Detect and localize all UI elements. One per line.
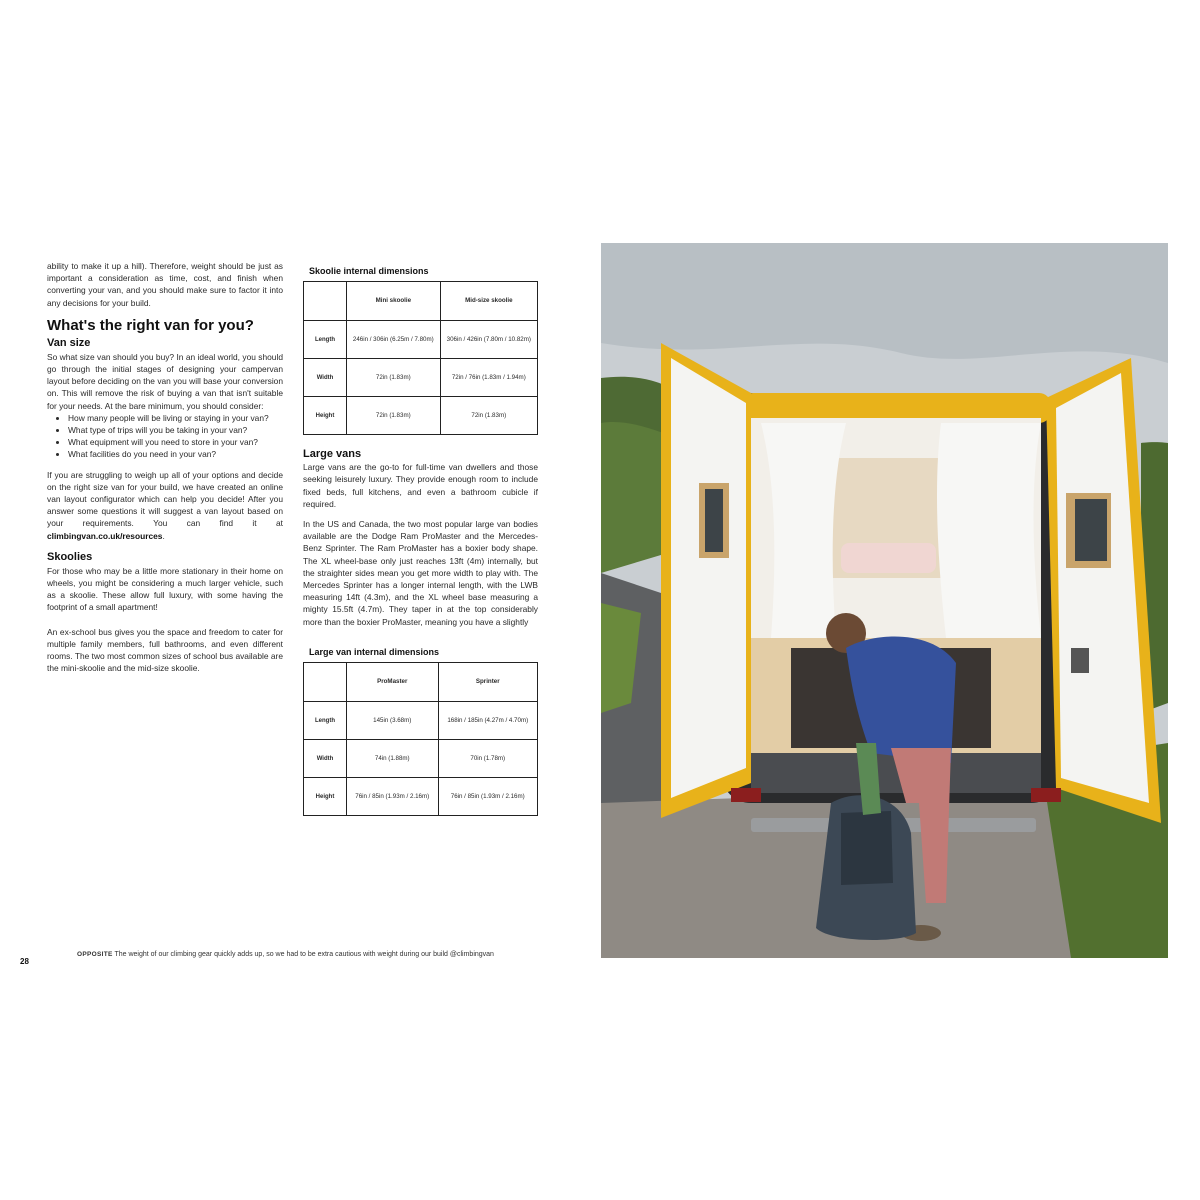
table-row <box>304 321 538 359</box>
van-size-paragraph: So what size van should you buy? In an ideal world, you should go through the initial stages of designing your campervan layout before deciding on the van you will base your conversion on. This will remove the risk of buying a van that isn't suitable for your needs. At the bare minimum, you should consider: <box>47 351 283 411</box>
table-row-header: Height <box>304 778 347 816</box>
large-vans-paragraph-1: Large vans are the go-to for full-time van dwellers and those seeking leisurely luxury. They provide enough room to include fixed beds, full kitchens, and even a bathroom cubicle if required. <box>303 462 538 509</box>
table-cell: 306in / 426in (7.80m / 10.82m) <box>440 321 537 359</box>
van-illustration <box>601 243 1168 958</box>
table-row-header: Height <box>304 397 347 435</box>
caption-label: OPPOSITE <box>77 951 113 958</box>
table-cell: 70in (1.78m) <box>438 740 538 778</box>
photo-caption <box>77 950 517 959</box>
table-row <box>304 359 538 397</box>
table-cell: 72in (1.83m) <box>347 359 441 397</box>
table-cell: 168in / 185in (4.27m / 4.70m) <box>438 702 538 740</box>
subheading-skoolies: Skoolies <box>47 550 93 563</box>
table-row <box>304 397 538 435</box>
table-cell: 76in / 85in (1.93m / 2.16m) <box>438 778 538 816</box>
list-item: • What facilities do you need in your van? <box>68 448 283 460</box>
right-text-column <box>303 265 538 828</box>
table-row-header: Length <box>304 321 347 359</box>
subheading-large-vans: Large vans <box>303 448 362 461</box>
table-row <box>304 740 538 778</box>
section-heading-right-van: What's the right van for you? <box>47 316 254 334</box>
skoolies-paragraph-2: An ex-school bus gives you the space and freedom to cater for multiple family members, full bathrooms, and even different rooms. The two most common sizes of school bus available are the mini-skoolie and the mid-size skoolie. <box>47 626 283 674</box>
table-column-header: Mini skoolie <box>347 282 441 321</box>
list-item: • What type of trips will you be taking in your van? <box>68 424 283 436</box>
list-item: • What equipment will you need to store in your van? <box>68 436 283 448</box>
resource-link[interactable]: climbingvan.co.uk/resources <box>47 530 163 541</box>
intro-paragraph: ability to make it up a hill). Therefore, weight should be just as important a consideration as time, cost, and finish when converting your van, and you should make sure to factor it into any decisions for your build. <box>47 261 283 308</box>
struggling-paragraph: If you are struggling to weigh up all of your options and decide on the right size van for your build, we have created an online van layout configurator which can help you decide! After you answer some questions it will suggest a van layout based on your requirements. You can find it at climbingvan.co.uk/resources. <box>47 469 283 541</box>
subheading-van-size: Van size <box>47 336 91 349</box>
table-cell: 72in (1.83m) <box>440 397 537 435</box>
table-column-header: Sprinter <box>438 663 538 702</box>
table-cell: 246in / 306in (6.25m / 7.80m) <box>347 321 441 359</box>
table-row <box>304 778 538 816</box>
table-cell: 72in / 76in (1.83m / 1.94m) <box>440 359 537 397</box>
table-cell: 76in / 85in (1.93m / 2.16m) <box>347 778 439 816</box>
left-text-column <box>47 260 283 682</box>
table-column-header: Mid-size skoolie <box>440 282 537 321</box>
large-van-dimensions-table <box>303 662 538 816</box>
large-vans-paragraph-2: In the US and Canada, the two most popular large van bodies available are the Dodge Ram ProMaster and the Mercedes-Benz Sprinter. The Ram ProMaster has a boxier body shape. The XL wheel-base only just reaches 13ft (4m) internally, but the straighter sides mean you get more width to play with. The Mercedes Sprinter has a longer internal length, with the LWB measuring 14ft (4.3m), and the XL wheel base measuring a mighty 15.5ft (4.7m). They taper in at the top considerably more than the boxier ProMaster, meaning you have a slightly <box>303 519 538 627</box>
table-cell: 74in (1.88m) <box>347 740 439 778</box>
table-column-header: ProMaster <box>347 663 439 702</box>
table-row-header: Width <box>304 359 347 397</box>
page-number: 28 <box>20 957 29 966</box>
table-row-header: Length <box>304 702 347 740</box>
caption-text: The weight of our climbing gear quickly adds up, so we had to be extra cautious with weight during our build @climbingvan <box>114 951 494 958</box>
large-van-table-title: Large van internal dimensions <box>309 646 440 657</box>
table-cell: 72in (1.83m) <box>347 397 441 435</box>
considerations-list <box>47 412 283 461</box>
skoolies-paragraph-1: For those who may be a little more stationary in their home on wheels, you might be considering a much larger vehicle, such as a skoolie. These allow full luxury, with some having the footprint of a small apartment! <box>47 565 283 613</box>
table-row <box>304 702 538 740</box>
van-photo <box>601 243 1168 958</box>
table-cell: 145in (3.68m) <box>347 702 439 740</box>
skoolie-table-title: Skoolie internal dimensions <box>309 266 429 276</box>
table-row-header: Width <box>304 740 347 778</box>
skoolie-dimensions-table <box>303 281 538 435</box>
table-corner-cell <box>304 282 347 321</box>
table-corner-cell <box>304 663 347 702</box>
list-item: • How many people will be living or staying in your van? <box>68 412 283 424</box>
